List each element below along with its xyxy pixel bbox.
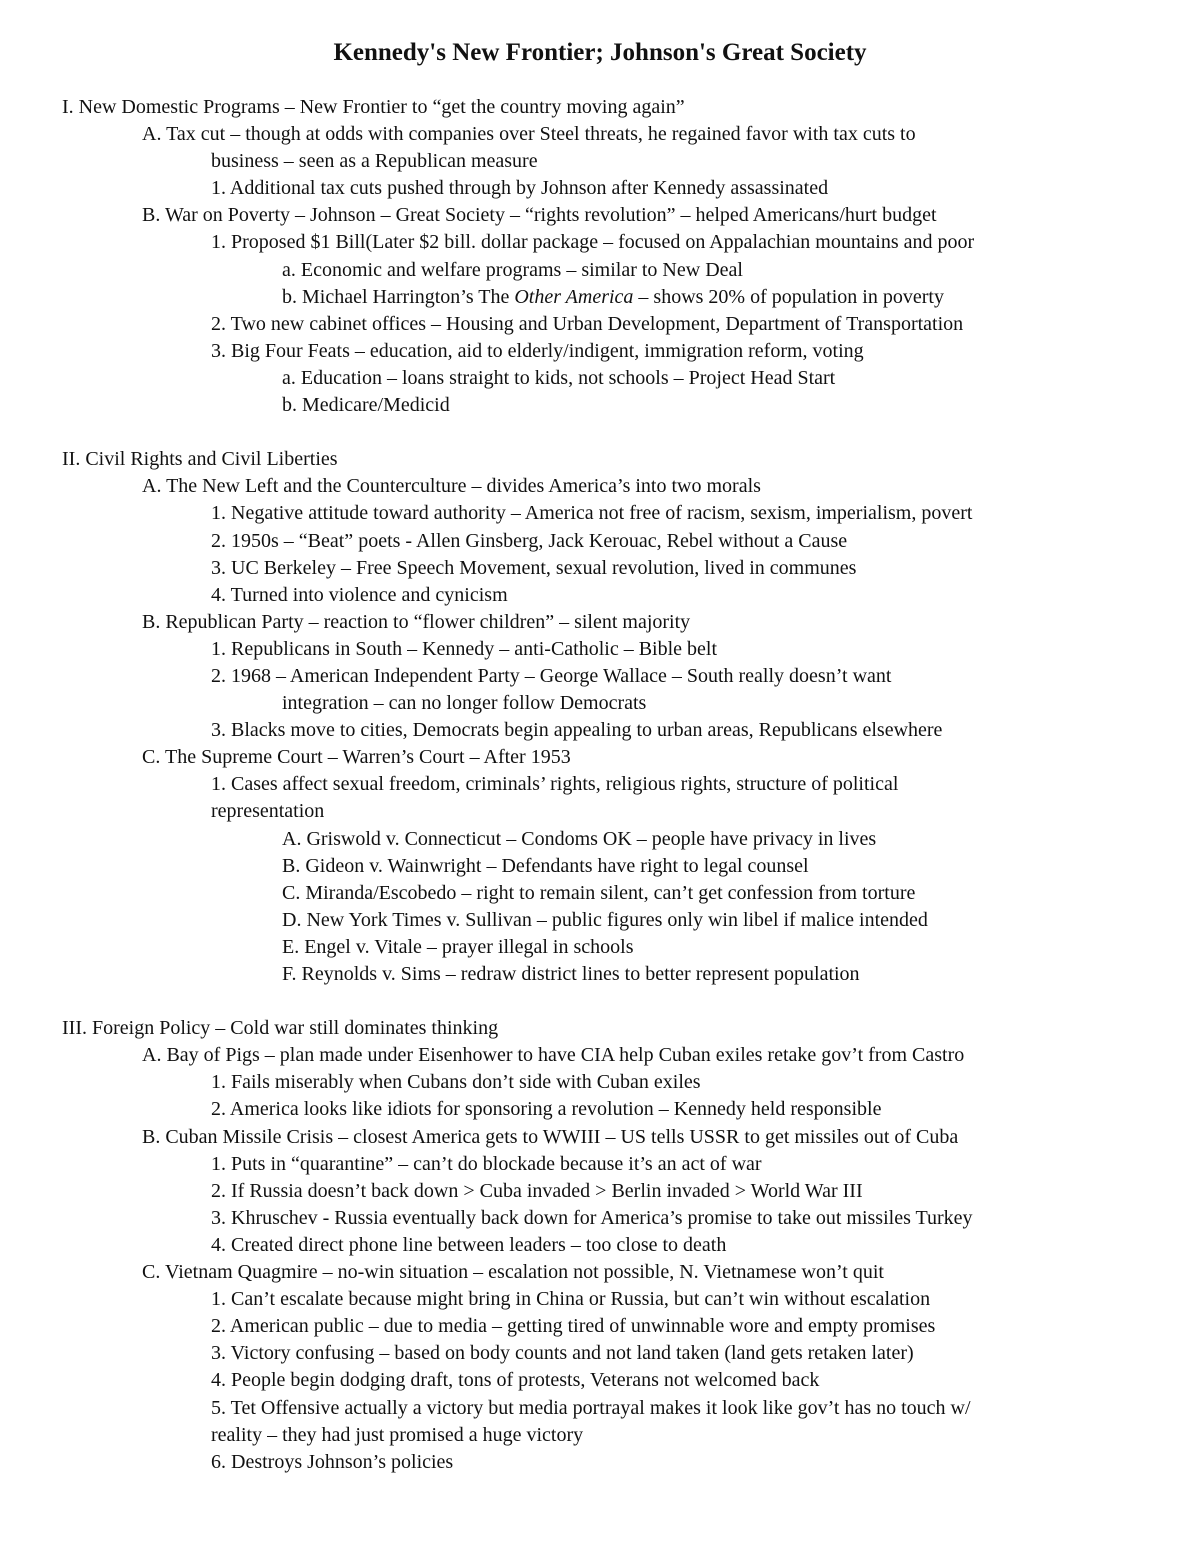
section-heading-2: II. Civil Rights and Civil Liberties [62,448,338,471]
outline-item: C. Miranda/Escobedo – right to remain silent, can’t get confession from torture [282,881,916,904]
outline [0,94,1200,1476]
outline-item: B. War on Poverty – Johnson – Great Society – “rights revolution” – helped Americans/hurt budget [142,204,937,227]
section-gap [0,988,1200,1015]
outline-item: C. Vietnam Quagmire – no-win situation – escalation not possible, N. Vietnamese won’t quit [142,1261,884,1284]
outline-item-continuation: integration – can no longer follow Democrats [282,692,647,715]
outline-item: 3. UC Berkeley – Free Speech Movement, sexual revolution, lived in communes [211,556,857,579]
section-heading-3: III. Foreign Policy – Cold war still dominates thinking [62,1017,499,1040]
outline-item: 2. Two new cabinet offices – Housing and Urban Development, Department of Transportation [211,312,964,335]
outline-item: 4. Created direct phone line between leaders – too close to death [211,1233,727,1256]
outline-item: F. Reynolds v. Sims – redraw district lines to better represent population [282,963,860,985]
book-title: Other America [514,285,634,308]
outline-item: 1. Additional tax cuts pushed through by Johnson after Kennedy assassinated [211,177,829,200]
outline-item: 3. Big Four Feats – education, aid to elderly/indigent, immigration reform, voting [211,339,864,362]
outline-item: 1. Puts in “quarantine” – can’t do blockade because it’s an act of war [211,1152,762,1175]
outline-item-continuation: representation [211,800,325,823]
outline-item: B. Cuban Missile Crisis – closest America gets to WWIII – US tells USSR to get missiles out of Cuba [142,1125,959,1148]
outline-item [0,284,1200,311]
outline-item: 1. Cases affect sexual freedom, criminals’ rights, religious rights, structure of political [211,773,899,796]
section-heading-1: I. New Domestic Programs – New Frontier to “get the country moving again” [62,96,685,118]
outline-item: a. Education – loans straight to kids, not schools – Project Head Start [282,366,836,389]
outline-item-continuation: business – seen as a Republican measure [211,150,538,173]
outline-item: 2. America looks like idiots for sponsoring a revolution – Kennedy held responsible [211,1098,882,1121]
outline-item: 2. American public – due to media – getting tired of unwinnable wore and empty promises [211,1315,936,1338]
outline-item: 4. Turned into violence and cynicism [211,583,508,606]
outline-item: 1. Fails miserably when Cubans don’t side with Cuban exiles [211,1071,701,1094]
outline-item: 5. Tet Offensive actually a victory but media portrayal makes it look like gov’t has no touch w/ [211,1396,971,1419]
outline-text: b. Michael Harrington’s The [282,285,515,308]
outline-item: 3. Khruschev - Russia eventually back down for America’s promise to take out missiles Turkey [211,1206,973,1229]
outline-item: C. The Supreme Court – Warren’s Court – After 1953 [142,746,571,769]
outline-item: a. Economic and welfare programs – similar to New Deal [282,258,743,281]
outline-item: B. Gideon v. Wainwright – Defendants have right to legal counsel [282,854,809,877]
outline-item: D. New York Times v. Sullivan – public figures only win libel if malice intended [282,908,928,931]
outline-item: 1. Negative attitude toward authority – America not free of racism, sexism, imperialism, povert [211,502,973,525]
outline-item: b. Medicare/Medicid [282,394,450,417]
outline-item: 2. 1950s – “Beat” poets - Allen Ginsberg, Jack Kerouac, Rebel without a Cause [211,529,848,552]
outline-item: E. Engel v. Vitale – prayer illegal in schools [282,935,634,958]
outline-item: B. Republican Party – reaction to “flower children” – silent majority [142,610,691,633]
outline-item: 3. Victory confusing – based on body counts and not land taken (land gets retaken later) [211,1342,914,1365]
outline-item: 2. If Russia doesn’t back down > Cuba invaded > Berlin invaded > World War III [211,1179,863,1202]
outline-item: 1. Proposed $1 Bill(Later $2 bill. dollar package – focused on Appalachian mountains and poor [211,231,975,254]
outline-item: A. Griswold v. Connecticut – Condoms OK – people have privacy in lives [282,827,877,850]
outline-item: A. The New Left and the Counterculture – divides America’s into two morals [142,475,761,498]
outline-text: – shows 20% of population in poverty [633,285,944,308]
outline-item: 1. Republicans in South – Kennedy – anti-Catholic – Bible belt [211,637,718,660]
outline-item: 2. 1968 – American Independent Party – George Wallace – South really doesn’t want [211,664,892,687]
outline-item: 3. Blacks move to cities, Democrats begin appealing to urban areas, Republicans elsewhere [211,719,943,742]
outline-item: A. Tax cut – though at odds with companies over Steel threats, he regained favor with tax cuts to [142,123,916,146]
section-gap [0,419,1200,446]
outline-item: A. Bay of Pigs – plan made under Eisenhower to have CIA help Cuban exiles retake gov’t from Castro [142,1044,965,1067]
outline-item: 6. Destroys Johnson’s policies [211,1450,454,1473]
outline-item: 4. People begin dodging draft, tons of protests, Veterans not welcomed back [211,1369,820,1392]
outline-item: 1. Can’t escalate because might bring in China or Russia, but can’t win without escalation [211,1288,931,1311]
document-title: Kennedy's New Frontier; Johnson's Great Society [333,39,867,66]
outline-item-continuation: reality – they had just promised a huge victory [211,1423,584,1446]
